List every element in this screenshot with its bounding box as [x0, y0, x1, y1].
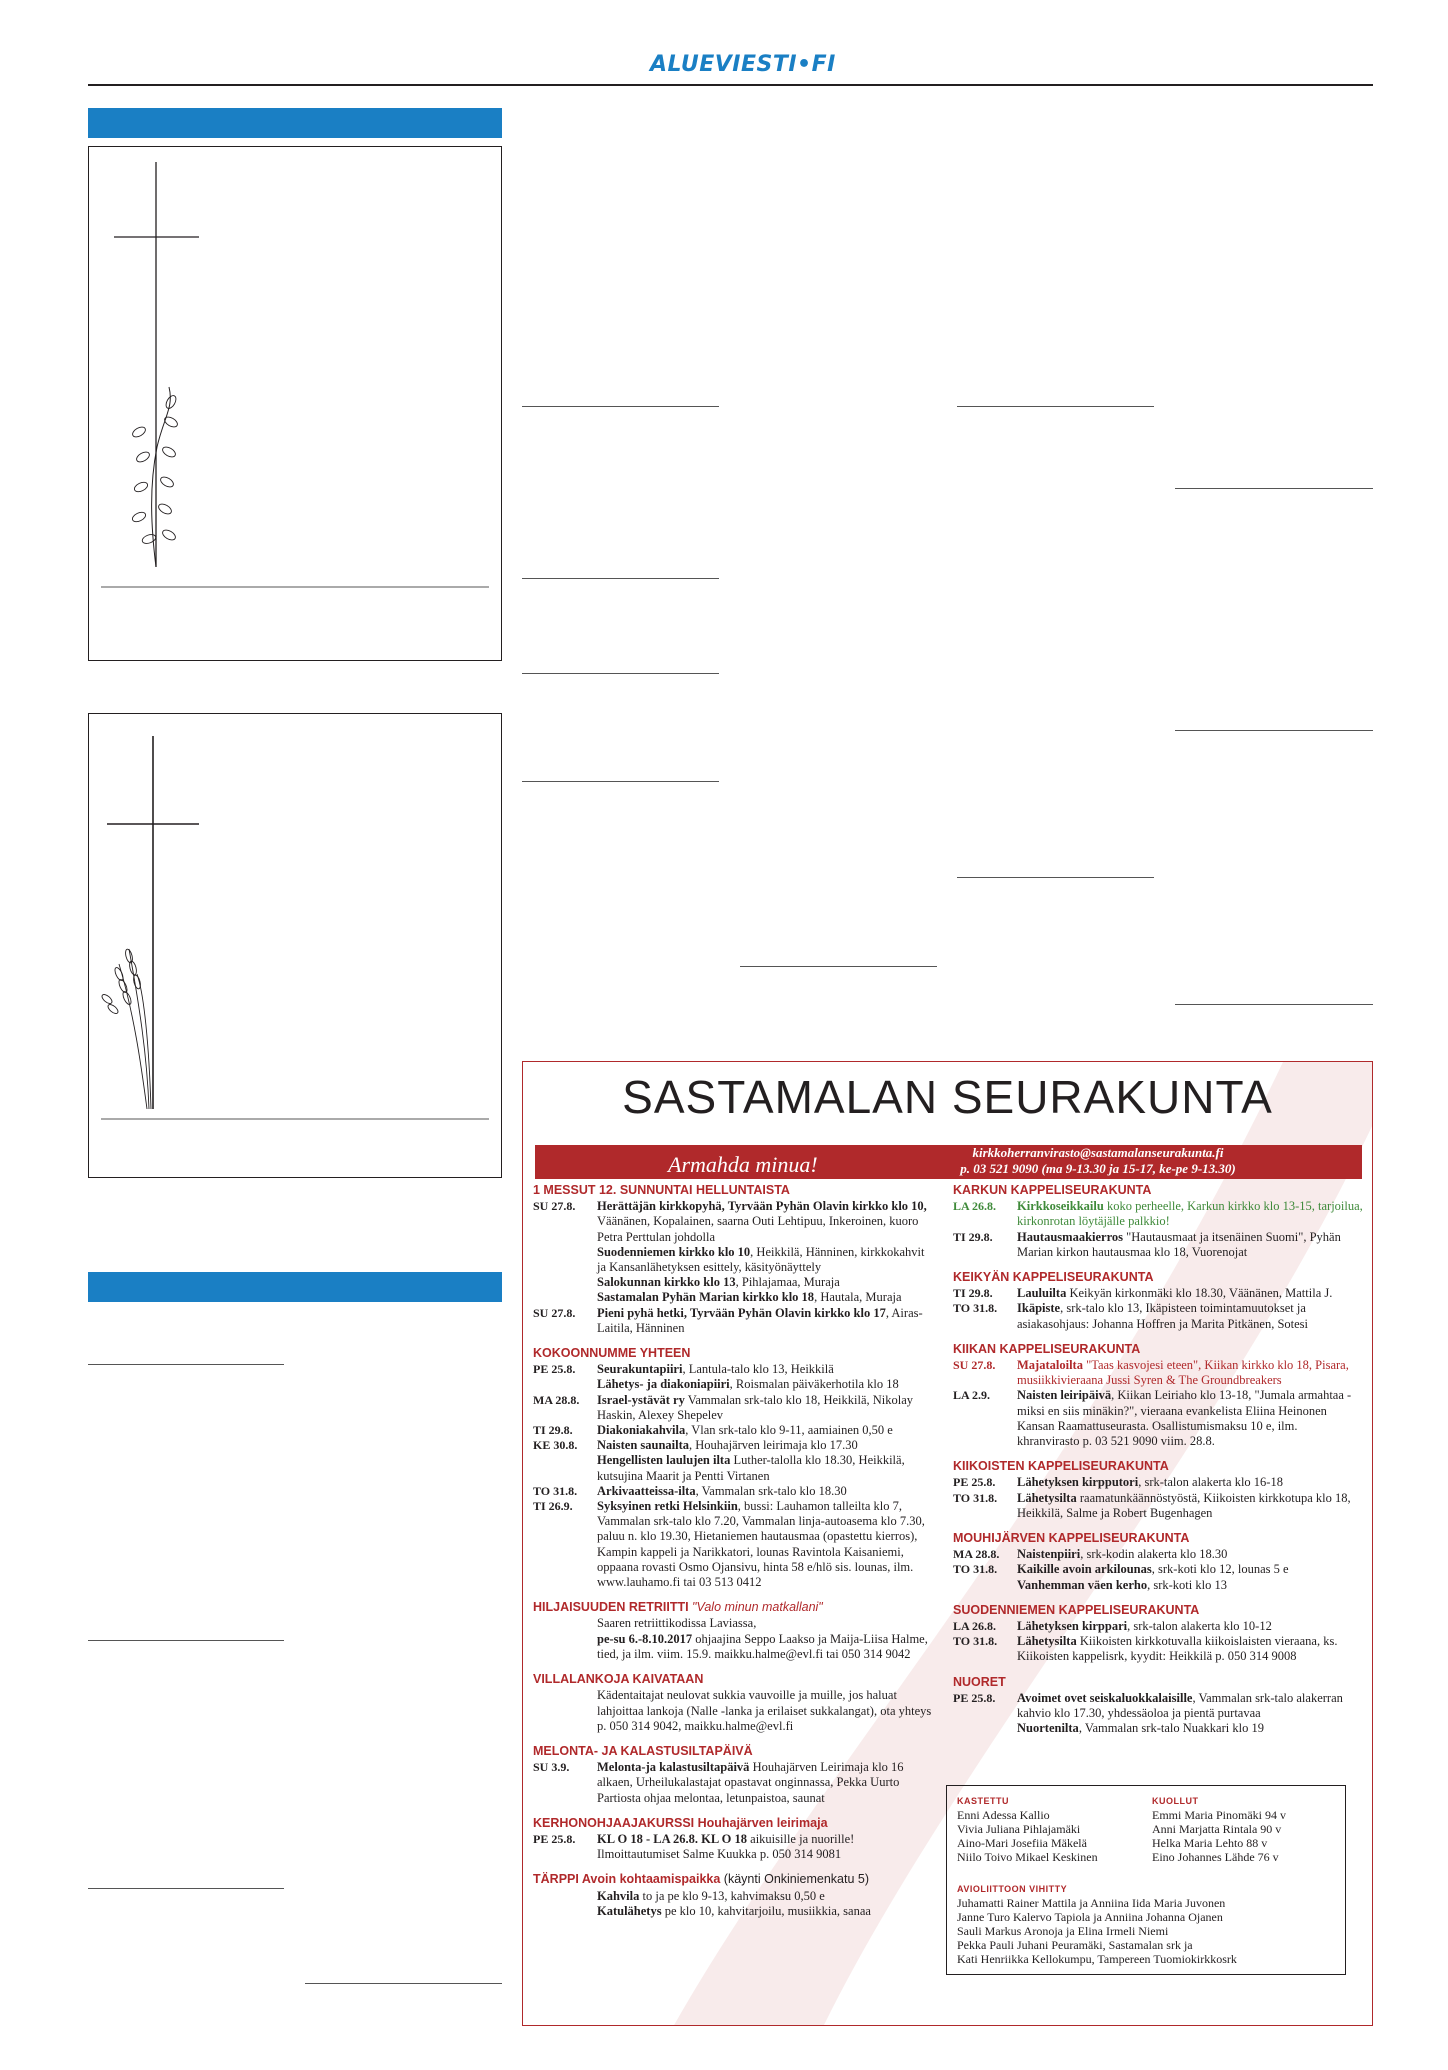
event-details: , srk-kodin alakerta klo 18.30	[1080, 1547, 1228, 1562]
event-date: TO 31.8.	[953, 1301, 998, 1316]
event-details: , Vlan srk-talo klo 9-11, aamiainen 0,50 e	[685, 1423, 893, 1438]
event-details: to ja pe klo 9-13, kahvimaksu 0,50 e	[639, 1888, 825, 1903]
event-details: raamatunkäännöstyöstä, Kiikoisten kirkkotupa klo 18, Heikkilä, Salme ja Robert Bugenhagen	[1017, 1490, 1351, 1520]
section-bar-top	[88, 108, 502, 138]
event-text	[597, 1760, 933, 1806]
baptized-list	[957, 1808, 1142, 1864]
event-line	[597, 1499, 933, 1590]
event-title: Naisten leiripäivä	[1017, 1388, 1112, 1403]
event-title: Pieni pyhä hetki, Tyrvään Pyhän Olavin kirkko klo 17	[597, 1305, 886, 1320]
event-text	[1017, 1691, 1363, 1737]
section-heading: MELONTA- JA KALASTUSILTAPÄIVÄ	[533, 1743, 753, 1758]
event-line	[597, 1632, 933, 1662]
event-details: , Lantula-talo klo 13, Heikkilä	[682, 1362, 834, 1377]
event-title: Lähetyksen kirppari	[1017, 1619, 1128, 1634]
event-details: , srk-koti klo 13	[1147, 1577, 1227, 1592]
event-text	[597, 1438, 933, 1484]
column-rule	[957, 877, 1154, 878]
event-line	[1017, 1491, 1363, 1521]
column-rule	[1175, 1004, 1373, 1005]
event-date: LA 2.9.	[953, 1388, 991, 1403]
event-row	[533, 1688, 933, 1734]
event-text	[597, 1362, 933, 1392]
section-heading: NUORET	[953, 1674, 1006, 1689]
event-date: LA 26.8.	[953, 1619, 997, 1634]
contact-email[interactable]: kirkkoherranvirasto@sastamalanseurakunta.fi	[972, 1145, 1224, 1160]
event-row	[533, 1760, 933, 1806]
event-row	[533, 1306, 933, 1336]
event-text	[1017, 1199, 1363, 1229]
event-row	[953, 1230, 1363, 1260]
event-date: KE 30.8.	[533, 1438, 578, 1453]
event-line	[597, 1484, 933, 1499]
section-heading: KEIKYÄN KAPPELISEURAKUNTA	[953, 1270, 1154, 1285]
ad-motto: Armahda minua!	[668, 1152, 818, 1177]
event-details: , Pihlajamaa, Muraja	[735, 1275, 840, 1290]
event-details: pe klo 10, kahvitarjoilu, musiikkia, sanaa	[661, 1903, 871, 1918]
event-title: Hengellisten laulujen ilta	[597, 1453, 731, 1468]
event-row	[953, 1388, 1363, 1449]
deceased-list	[1152, 1808, 1337, 1864]
cross-with-wheat-icon	[89, 714, 503, 1179]
event-title: Majataloilta	[1017, 1358, 1083, 1373]
event-line	[1017, 1475, 1363, 1490]
event-details: Vammalan srk-talo klo 18, Heikkilä, Nikolay Haskin, Alexey Shepelev	[597, 1392, 914, 1422]
baptized-name: Enni Adessa Kallio	[957, 1808, 1050, 1822]
event-line	[1017, 1286, 1363, 1301]
event-details: "Taas kasvojesi eteen", Kiikan kirkko klo 18, Pisara, musiikkivieraana Jussi Syren & The Groundbreakers	[1017, 1358, 1349, 1388]
event-line	[597, 1393, 933, 1423]
ad-contact	[933, 1145, 1263, 1177]
event-row	[533, 1499, 933, 1590]
event-title: Israel-ystävät ry	[597, 1392, 685, 1407]
event-row	[953, 1547, 1363, 1562]
event-date: TO 31.8.	[953, 1490, 998, 1505]
event-text	[1017, 1388, 1363, 1449]
event-text	[1017, 1619, 1363, 1634]
event-text	[1017, 1475, 1363, 1490]
section-heading: KOKOONNUMME YHTEEN	[533, 1346, 691, 1361]
event-text	[597, 1889, 933, 1919]
event-title: pe-su 6.-8.10.2017	[597, 1631, 693, 1646]
event-text	[1017, 1491, 1363, 1521]
event-details: aikuisille ja nuorille! Ilmoittautumiset Salme Kuukka p. 050 314 9081	[597, 1831, 855, 1862]
event-details: , Roismalan päiväkerhotila klo 18	[729, 1377, 899, 1392]
event-details: Luther-talolla klo 18.30, Heikkilä, kutsujina Maarit ja Pentti Virtanen	[597, 1453, 905, 1483]
event-line	[597, 1904, 933, 1919]
event-row	[953, 1491, 1363, 1521]
section-heading: VILLALANKOJA KAIVATAAN	[533, 1672, 704, 1687]
event-details: , bussi: Lauhamon talleilta klo 7, Vammalan srk-talo klo 7.20, Vammalan linja-autoasema klo 7.30, paluu n. klo 19.30, Hietaniemen hautausmaa (opastettu kierros), Kampin kappeli ja Narikkatori, lounas Ravintola Kaisaniemi, oppaana rovasti Osmo Ojansivu, hinta 58 e/hlö sis. lounas, ilm. www.lauhamo.fi tai 03 513 0412	[597, 1499, 925, 1590]
married-couple: Janne Turo Kalervo Tapiola ja Anniina Johanna Ojanen	[957, 1910, 1223, 1924]
event-row	[953, 1634, 1363, 1664]
baptized-label: KASTETTU	[957, 1796, 1009, 1806]
event-line	[597, 1889, 933, 1904]
event-title: Salokunnan kirkko klo 13	[597, 1275, 736, 1290]
event-text	[597, 1423, 933, 1438]
event-details: "Hautausmaat ja itsenäinen Suomi", Pyhän Marian kirkon hautausmaa klo 18, Vuorenojat	[1017, 1229, 1341, 1259]
section-heading-suffix: (käynti Onkiniemenkatu 5)	[720, 1872, 870, 1887]
church-advertisement	[522, 1061, 1373, 2026]
event-text	[597, 1306, 933, 1336]
event-text	[1017, 1634, 1363, 1664]
event-details: , Kiikan Leiriaho klo 13-18, "Jumala armahtaa - miksi en siis minäkin?", vieraana evankelista Eliina Heinonen Kansan Raamattuseurasta. Osallistumismaksu 10 e, ilm. khranvirasto p. 03 521 9090 viim. 28.8.	[1017, 1388, 1352, 1449]
column-rule	[305, 1983, 502, 1984]
event-line	[597, 1362, 933, 1377]
event-line	[1017, 1691, 1363, 1721]
baptized-name: Vivia Juliana Pihlajamäki	[957, 1822, 1081, 1836]
event-details: koko perheelle, Karkun kirkko klo 13-15, tarjoilua, kirkonrotan löytäjälle palkkio!	[1017, 1199, 1363, 1229]
event-title: Lähetys- ja diakoniapiiri	[597, 1377, 730, 1392]
event-text	[1017, 1358, 1363, 1388]
event-line	[1017, 1547, 1363, 1562]
event-title: Lauluilta	[1017, 1286, 1067, 1301]
event-title: Diakoniakahvila	[597, 1423, 686, 1438]
event-text	[1017, 1286, 1363, 1301]
event-date: TO 31.8.	[953, 1562, 998, 1577]
event-title: Kirkkoseikkailu	[1017, 1199, 1104, 1214]
event-title: Herättäjän kirkkopyhä, Tyrvään Pyhän Olavin kirkko klo 10,	[597, 1199, 927, 1214]
event-title: Sastamalan Pyhän Marian kirkko klo 18	[597, 1290, 815, 1305]
event-date: TI 29.8.	[533, 1423, 573, 1438]
event-date: TI 29.8.	[953, 1229, 993, 1244]
event-date: TI 29.8.	[953, 1286, 993, 1301]
event-row	[953, 1358, 1363, 1388]
event-row	[533, 1393, 933, 1423]
event-details: Väänänen, Kopalainen, saarna Outi Lehtipuu, Inkeroinen, kuoro Petra Perttulan johdolla	[597, 1214, 919, 1244]
contact-phone: p. 03 521 9090 (ma 9-13.30 ja 15-17, ke-pe 9-13.30)	[960, 1161, 1236, 1176]
event-line	[1017, 1358, 1363, 1388]
event-row	[533, 1484, 933, 1499]
event-details: Kädentaitajat neulovat sukkia vauvoille ja muille, jos haluat lahjoittaa lankoja (Nalle -lanka ja erilaiset sukkalangat), ota yhteys p. 050 314 9042, maikku.halme@evl.fi	[597, 1688, 932, 1733]
event-details: ohjaajina Seppo Laakso ja Maija-Liisa Halme, tied, ja ilm. viim. 15.9. maikku.halme@evl.fi tai 050 314 9042	[597, 1631, 928, 1661]
event-title: KL O 18 - LA 26.8. KL O 18	[597, 1831, 748, 1846]
event-date: PE 25.8.	[953, 1690, 996, 1705]
event-date	[533, 1889, 597, 1919]
event-title: Hautausmaakierros	[1017, 1229, 1124, 1244]
section-heading: HILJAISUUDEN RETRIITTI "Valo minun matkallani"	[533, 1600, 823, 1615]
baptized-name: Aino-Mari Josefiia Mäkelä	[957, 1836, 1087, 1850]
married-couple: Juhamatti Rainer Mattila ja Anniina Iida Maria Juvonen	[957, 1896, 1226, 1910]
event-details: , Heikkilä, Hänninen, kirkkokahvit ja Kansanlähetyksen esittely, käsityönäyttely	[597, 1244, 925, 1275]
event-date: SU 27.8.	[953, 1358, 996, 1373]
event-line	[1017, 1199, 1363, 1229]
memorial-box-2	[88, 713, 502, 1178]
event-title: Suodenniemen kirkko klo 10	[597, 1244, 751, 1259]
event-line	[597, 1453, 933, 1483]
event-line	[597, 1423, 933, 1438]
event-date: SU 27.8.	[533, 1305, 576, 1320]
column-rule	[88, 1364, 284, 1365]
event-date: TO 31.8.	[533, 1483, 578, 1498]
event-details: , Airas-Laitila, Hänninen	[597, 1305, 923, 1335]
event-row	[533, 1832, 933, 1862]
event-row	[953, 1691, 1363, 1737]
column-rule	[957, 406, 1154, 407]
event-date: SU 3.9.	[533, 1760, 570, 1775]
baptized-name: Niilo Toivo Mikael Keskinen	[957, 1850, 1098, 1864]
event-date: SU 27.8.	[533, 1199, 576, 1214]
event-text	[597, 1484, 933, 1499]
column-rule	[88, 1888, 284, 1889]
event-text	[1017, 1230, 1363, 1260]
deceased-name: Emmi Maria Pinomäki 94 v	[1152, 1808, 1286, 1822]
church-registry-box	[946, 1785, 1346, 1975]
memorial-box-1	[88, 146, 502, 661]
column-rule	[522, 673, 719, 674]
event-date: PE 25.8.	[533, 1831, 576, 1846]
column-rule	[1175, 488, 1373, 489]
cross-with-branch-icon	[89, 147, 503, 662]
event-text	[597, 1616, 933, 1662]
site-logo[interactable]: ALUEVIESTI•FI	[650, 52, 836, 77]
event-line	[1017, 1562, 1363, 1577]
section-heading-suffix: "Valo minun matkallani"	[688, 1600, 823, 1615]
event-title: Lähetysilta	[1017, 1634, 1077, 1649]
event-line	[597, 1616, 933, 1631]
event-title: Naistenpiiri	[1017, 1547, 1081, 1562]
event-line	[1017, 1634, 1363, 1664]
event-line	[1017, 1301, 1363, 1331]
event-text	[597, 1393, 933, 1423]
section-heading: KARKUN KAPPELISEURAKUNTA	[953, 1183, 1152, 1197]
section-heading: MOUHIJÄRVEN KAPPELISEURAKUNTA	[953, 1531, 1190, 1546]
event-row	[533, 1199, 933, 1305]
column-rule	[522, 578, 719, 579]
section-heading: KERHONOHJAAJAKURSSI Houhajärven leirimaja	[533, 1815, 828, 1830]
event-title: Arkivaatteissa-ilta	[597, 1483, 696, 1498]
section-heading: TÄRPPI Avoin kohtaamispaikka (käynti Onkiniemenkatu 5)	[533, 1872, 870, 1887]
event-line	[597, 1377, 933, 1392]
event-title: Lähetysilta	[1017, 1490, 1077, 1505]
column-rule	[1175, 730, 1373, 731]
event-line	[597, 1290, 933, 1305]
event-details: Houhajärven Leirimaja klo 16 alkaen, Urheilukalastajat opastavat onginnassa, Pekka Uurto Partiosta ohjaa melontaa, letunpaistoa, saunat	[597, 1760, 904, 1805]
event-row	[953, 1619, 1363, 1634]
event-row	[953, 1301, 1363, 1331]
event-line	[597, 1688, 933, 1734]
event-line	[1017, 1721, 1363, 1736]
section-heading: KIIKOISTEN KAPPELISEURAKUNTA	[953, 1459, 1169, 1474]
event-text	[597, 1688, 933, 1734]
deceased-name: Eino Johannes Lähde 76 v	[1152, 1850, 1279, 1864]
event-row	[533, 1616, 933, 1662]
event-title: Melonta-ja kalastusiltapäivä	[597, 1760, 750, 1775]
column-rule	[522, 781, 719, 782]
married-couple: Sauli Markus Aronoja ja Elina Irmeli Niemi	[957, 1924, 1169, 1938]
section-heading: SUODENNIEMEN KAPPELISEURAKUNTA	[953, 1602, 1200, 1617]
event-date: TI 26.9.	[533, 1499, 573, 1514]
header-divider	[88, 84, 1373, 86]
event-line	[1017, 1230, 1363, 1260]
married-couple: Pekka Pauli Juhani Peuramäki, Sastamalan srk ja	[957, 1938, 1193, 1952]
event-date	[533, 1688, 597, 1734]
event-date: PE 25.8.	[953, 1475, 996, 1490]
event-details: , Houhajärven leirimaja klo 17.30	[689, 1438, 858, 1453]
deceased-name: Anni Marjatta Rintala 90 v	[1152, 1822, 1282, 1836]
event-title: Katulähetys	[597, 1903, 662, 1918]
event-details: , Vammalan srk-talo alakerran kahvio klo 17.30, yhdessäoloa ja pientä purtavaa	[1017, 1690, 1343, 1721]
event-text	[1017, 1547, 1363, 1562]
event-title: Ikäpiste	[1017, 1301, 1061, 1316]
event-line	[597, 1438, 933, 1453]
event-date: TO 31.8.	[953, 1634, 998, 1649]
event-row	[953, 1286, 1363, 1301]
column-rule	[522, 406, 719, 407]
event-details: , srk-talon alakerta klo 16-18	[1138, 1475, 1283, 1490]
event-line	[597, 1832, 933, 1862]
event-text	[1017, 1562, 1363, 1592]
event-date: MA 28.8.	[953, 1547, 1000, 1562]
event-title: Syksyinen retki Helsinkiin	[597, 1499, 738, 1514]
event-text	[597, 1499, 933, 1590]
section-heading: KIIKAN KAPPELISEURAKUNTA	[953, 1341, 1141, 1356]
event-details: Saaren retriittikodissa Laviassa,	[597, 1616, 757, 1631]
event-title: Kahvila	[597, 1888, 640, 1903]
event-date: LA 26.8.	[953, 1199, 997, 1214]
event-details: Keikyän kirkonmäki klo 18.30, Väänänen, Mattila J.	[1066, 1286, 1333, 1301]
event-title: Seurakuntapiiri	[597, 1362, 683, 1377]
event-line	[597, 1760, 933, 1806]
event-line	[597, 1275, 933, 1290]
event-row	[533, 1438, 933, 1484]
event-line	[597, 1199, 933, 1245]
event-date: MA 28.8.	[533, 1392, 580, 1407]
event-title: Avoimet ovet seiskaluokkalaisille	[1017, 1690, 1193, 1705]
event-row	[953, 1199, 1363, 1229]
event-row	[533, 1362, 933, 1392]
column-rule	[88, 1640, 284, 1641]
event-title: Nuortenilta	[1017, 1721, 1079, 1736]
event-title: Vanhemman väen kerho	[1017, 1577, 1148, 1592]
section-bar-bottom	[88, 1272, 502, 1302]
ad-left-column	[533, 1183, 933, 1919]
event-title: Lähetyksen kirpputori	[1017, 1475, 1139, 1490]
event-line	[597, 1245, 933, 1275]
section-heading: 1 MESSUT 12. SUNNUNTAI HELLUNTAISTA	[533, 1183, 790, 1197]
deceased-name: Helka Maria Lehto 88 v	[1152, 1836, 1268, 1850]
event-row	[953, 1562, 1363, 1592]
event-details: , srk-koti klo 12, lounas 5 e	[1151, 1562, 1289, 1577]
event-row	[533, 1423, 933, 1438]
deceased-label: KUOLLUT	[1152, 1796, 1199, 1806]
event-title: Naisten saunailta	[597, 1438, 690, 1453]
event-line	[1017, 1578, 1363, 1593]
column-rule	[740, 966, 937, 967]
married-label: AVIOLIITTOON VIHITTY	[957, 1884, 1068, 1894]
event-title: Kaikille avoin arkilounas	[1017, 1562, 1152, 1577]
event-details: Kiikoisten kirkkotuvalla kiikoislaisten vieraana, ks. Kiikoisten kappelisrk, kyydit: Heikkilä p. 050 314 9008	[1017, 1634, 1338, 1664]
event-row	[533, 1889, 933, 1919]
event-text	[597, 1832, 933, 1862]
event-row	[953, 1475, 1363, 1490]
event-line	[597, 1306, 933, 1336]
event-details: , srk-talo klo 13, Ikäpisteen toimintamuutokset ja asiakasohjaus: Johanna Hoffren ja Marita Pitkänen, Sotesi	[1017, 1301, 1309, 1331]
event-details: , Hautala, Muraja	[814, 1290, 902, 1305]
event-text	[597, 1199, 933, 1305]
ad-title: SASTAMALAN SEURAKUNTA	[622, 1071, 1273, 1123]
event-date	[533, 1616, 597, 1662]
event-line	[1017, 1388, 1363, 1449]
event-line	[1017, 1619, 1363, 1634]
event-details: , srk-talon alakerta klo 10-12	[1127, 1619, 1272, 1634]
ad-right-column	[953, 1183, 1363, 1737]
married-list	[957, 1896, 1337, 1966]
event-date: PE 25.8.	[533, 1362, 576, 1377]
event-text	[1017, 1301, 1363, 1331]
event-details: , Vammalan srk-talo Nuakkari klo 19	[1078, 1721, 1264, 1736]
married-couple: Kati Henriikka Kellokumpu, Tampereen Tuomiokirkkosrk	[957, 1952, 1237, 1966]
event-details: , Vammalan srk-talo klo 18.30	[695, 1483, 847, 1498]
